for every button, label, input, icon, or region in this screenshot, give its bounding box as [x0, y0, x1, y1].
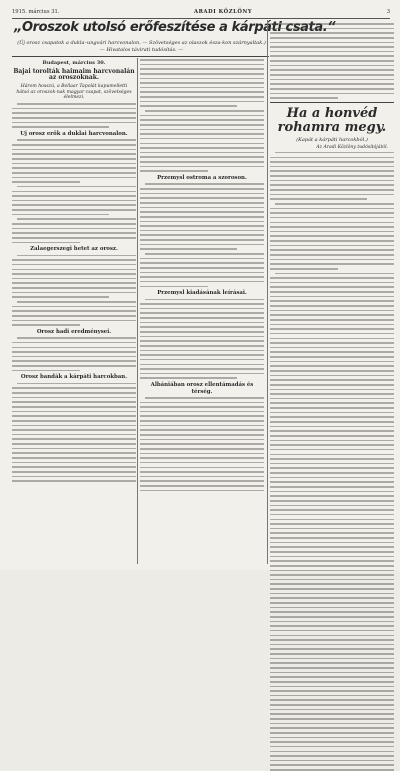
article-body: [12, 255, 136, 326]
column-2: [140, 58, 264, 564]
article-body: [140, 183, 264, 287]
main-deck: [14, 40, 269, 54]
article-body: [140, 59, 264, 172]
main-deck-note: — Hivatalos távirati tudósítás. —: [99, 46, 184, 53]
main-headline: „Oroszok utolsó erőfeszítése a kárpáti csata.“: [14, 20, 336, 35]
main-deck-text: (Új orosz csapatok a dukla–ungvári harcvonalon. — Szövetséges az olaszok észa-kon szárnyaltak.): [17, 40, 266, 46]
article-body: [12, 103, 136, 128]
article-body: [270, 152, 394, 771]
article-body: [12, 337, 136, 371]
col3-story-deck: (Kapát a kárpáti harcokból.): [296, 136, 368, 143]
article-body: [140, 299, 264, 379]
col2-section-title: Przemysl ostroma a szoroson.: [157, 175, 247, 182]
column-3: [270, 22, 394, 564]
column-divider-2: [267, 20, 268, 564]
story-rule: [270, 102, 394, 103]
masthead-date: 1915. március 31.: [12, 9, 60, 15]
article-body: [12, 139, 136, 243]
col1-section-title: Orosz hadi eredménysei.: [36, 328, 112, 335]
article-body: [12, 383, 136, 482]
col3-story-title: Ha a honvéd rohamra megy.: [277, 105, 387, 135]
article-body: [140, 397, 264, 491]
col1-italic-lead: Három hosszú, a Bellaar Tapolát kapumelletti hátsó az oroszok-nak magyar csapat, szövetséges élelmezi.: [16, 83, 132, 101]
headline-rule: [12, 56, 269, 57]
col1-section-title: Bajai torolták haimaim harcvonalán az oroszoknak.: [13, 68, 135, 82]
col1-section-title: Orosz bandák a kárpáti harcokban.: [20, 374, 128, 381]
column-divider-1: [137, 58, 138, 564]
col1-section-title: Uj orosz erők a duklai harcvonalon.: [20, 131, 128, 138]
col2-section-title: Albániában orosz ellentámadás és térség.: [150, 382, 254, 395]
masthead-page: 3: [386, 9, 390, 15]
col3-byline: Az Aradi Közlöny tudósítójától.: [316, 144, 388, 150]
column-1: [12, 58, 136, 564]
col1-section-title: Zalaegerszegi hetet az orosz.: [30, 246, 118, 253]
col1-dateline: Budapest, március 30.: [42, 60, 106, 66]
col2-section-title: Przemysl kiadásának leírásai.: [157, 290, 247, 297]
masthead-paper-name: ARADI KÖZLÖNY: [193, 9, 253, 15]
masthead: [12, 6, 390, 19]
article-body: [270, 23, 394, 99]
